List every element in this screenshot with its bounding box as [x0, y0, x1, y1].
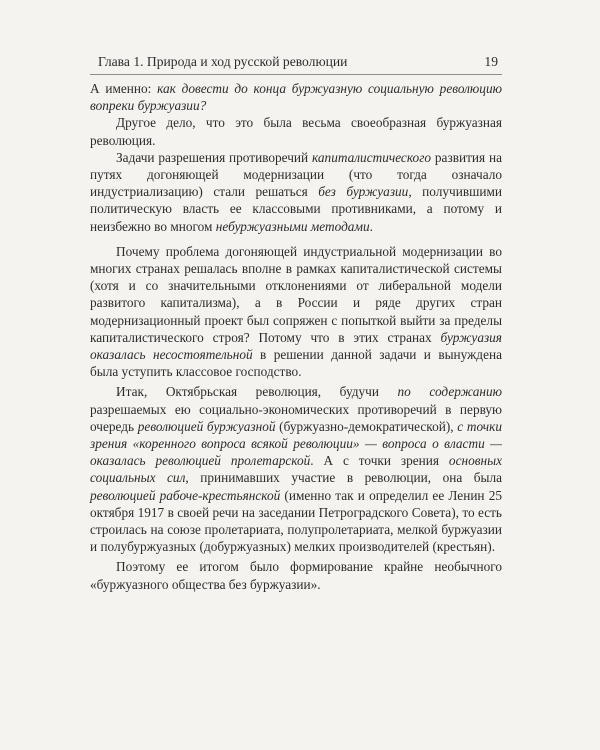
book-page — [90, 0, 502, 750]
emphasis-text: небуржуазными методами — [215, 218, 370, 234]
body-text — [90, 80, 502, 593]
body-text-run: . А с точки зрения — [310, 453, 449, 469]
body-text-run: (буржуазно-демократической), — [275, 418, 458, 434]
body-text-run: Почему проблема догоняющей индустриальной модернизации во многих странах решалась вполне в рамках капиталистической системы (хотя и со значительными отклонениями от либеральной модели развитого капитализма), а в России и ряде других стран модернизационный проект был сопряжен с попыткой выйти за пределы капиталистического строя? Потому что в этих странах — [90, 243, 502, 345]
emphasis-text: капиталистического — [312, 149, 432, 165]
paragraph — [90, 114, 502, 148]
body-text-run: Другое дело, что это была весьма своеобразная буржуазная революция. — [90, 115, 502, 148]
body-text-run: Задачи разрешения противоречий — [116, 149, 313, 165]
chapter-title: Глава 1. Природа и ход русской революции — [98, 54, 348, 69]
paragraph — [90, 80, 502, 114]
emphasis-text: по содержанию — [397, 384, 502, 400]
emphasis-text: как довести до конца буржуазную социальную революцию вопреки буржуазии? — [90, 81, 502, 114]
body-text-run: разрешаемых ею социально-экономических противоречий в первую очередь — [90, 401, 502, 434]
emphasis-text: буржуазия оказалась несостоятельной — [90, 329, 502, 363]
body-text-run: , принимавших участие в революции, она была — [185, 470, 502, 486]
emphasis-text: революцией буржуазной — [137, 418, 276, 434]
running-header — [90, 54, 502, 75]
paragraph — [90, 558, 502, 592]
emphasis-text: без буржуазии — [318, 184, 409, 200]
body-text-run: (именно так и определил ее Ленин 25 октября 1917 в своей речи на заседании Петроградского Совета), то есть строилась на союзе пролетариата, полупролетариата, мелкой буржуазии и полубуржуазных (добуржуазных) мелких производителей (крестьян). — [90, 487, 502, 555]
emphasis-text: основных социальных сил — [90, 453, 502, 486]
body-text-run: . — [369, 218, 373, 234]
paragraph — [90, 383, 502, 555]
page-number: 19 — [484, 54, 498, 69]
body-text-run: в решении данной задачи и вынуждена была уступить классовое господство. — [90, 347, 502, 380]
body-text-run: Итак, Октябрьская революция, будучи — [116, 384, 398, 400]
emphasis-text: революцией рабоче-крестьянской — [90, 487, 281, 503]
emphasis-text: с точки зрения «коренного вопроса всякой революции» — вопроса о власти — оказалась революцией пролетарской — [90, 418, 502, 469]
body-text-run: Поэтому ее итогом было формирование крайне необычного «буржуазного общества без буржуазии». — [90, 559, 502, 592]
paragraph — [90, 243, 502, 381]
body-text-run: , получившими политическую власть ее классовыми противниками, а потому и неизбежно во многом — [90, 184, 502, 234]
body-text-run: А именно: — [90, 81, 158, 96]
body-text-run: развития на путях догоняющей модернизации (что тогда означало индустриализацию) стали решаться — [90, 149, 502, 200]
paragraph — [90, 149, 502, 235]
